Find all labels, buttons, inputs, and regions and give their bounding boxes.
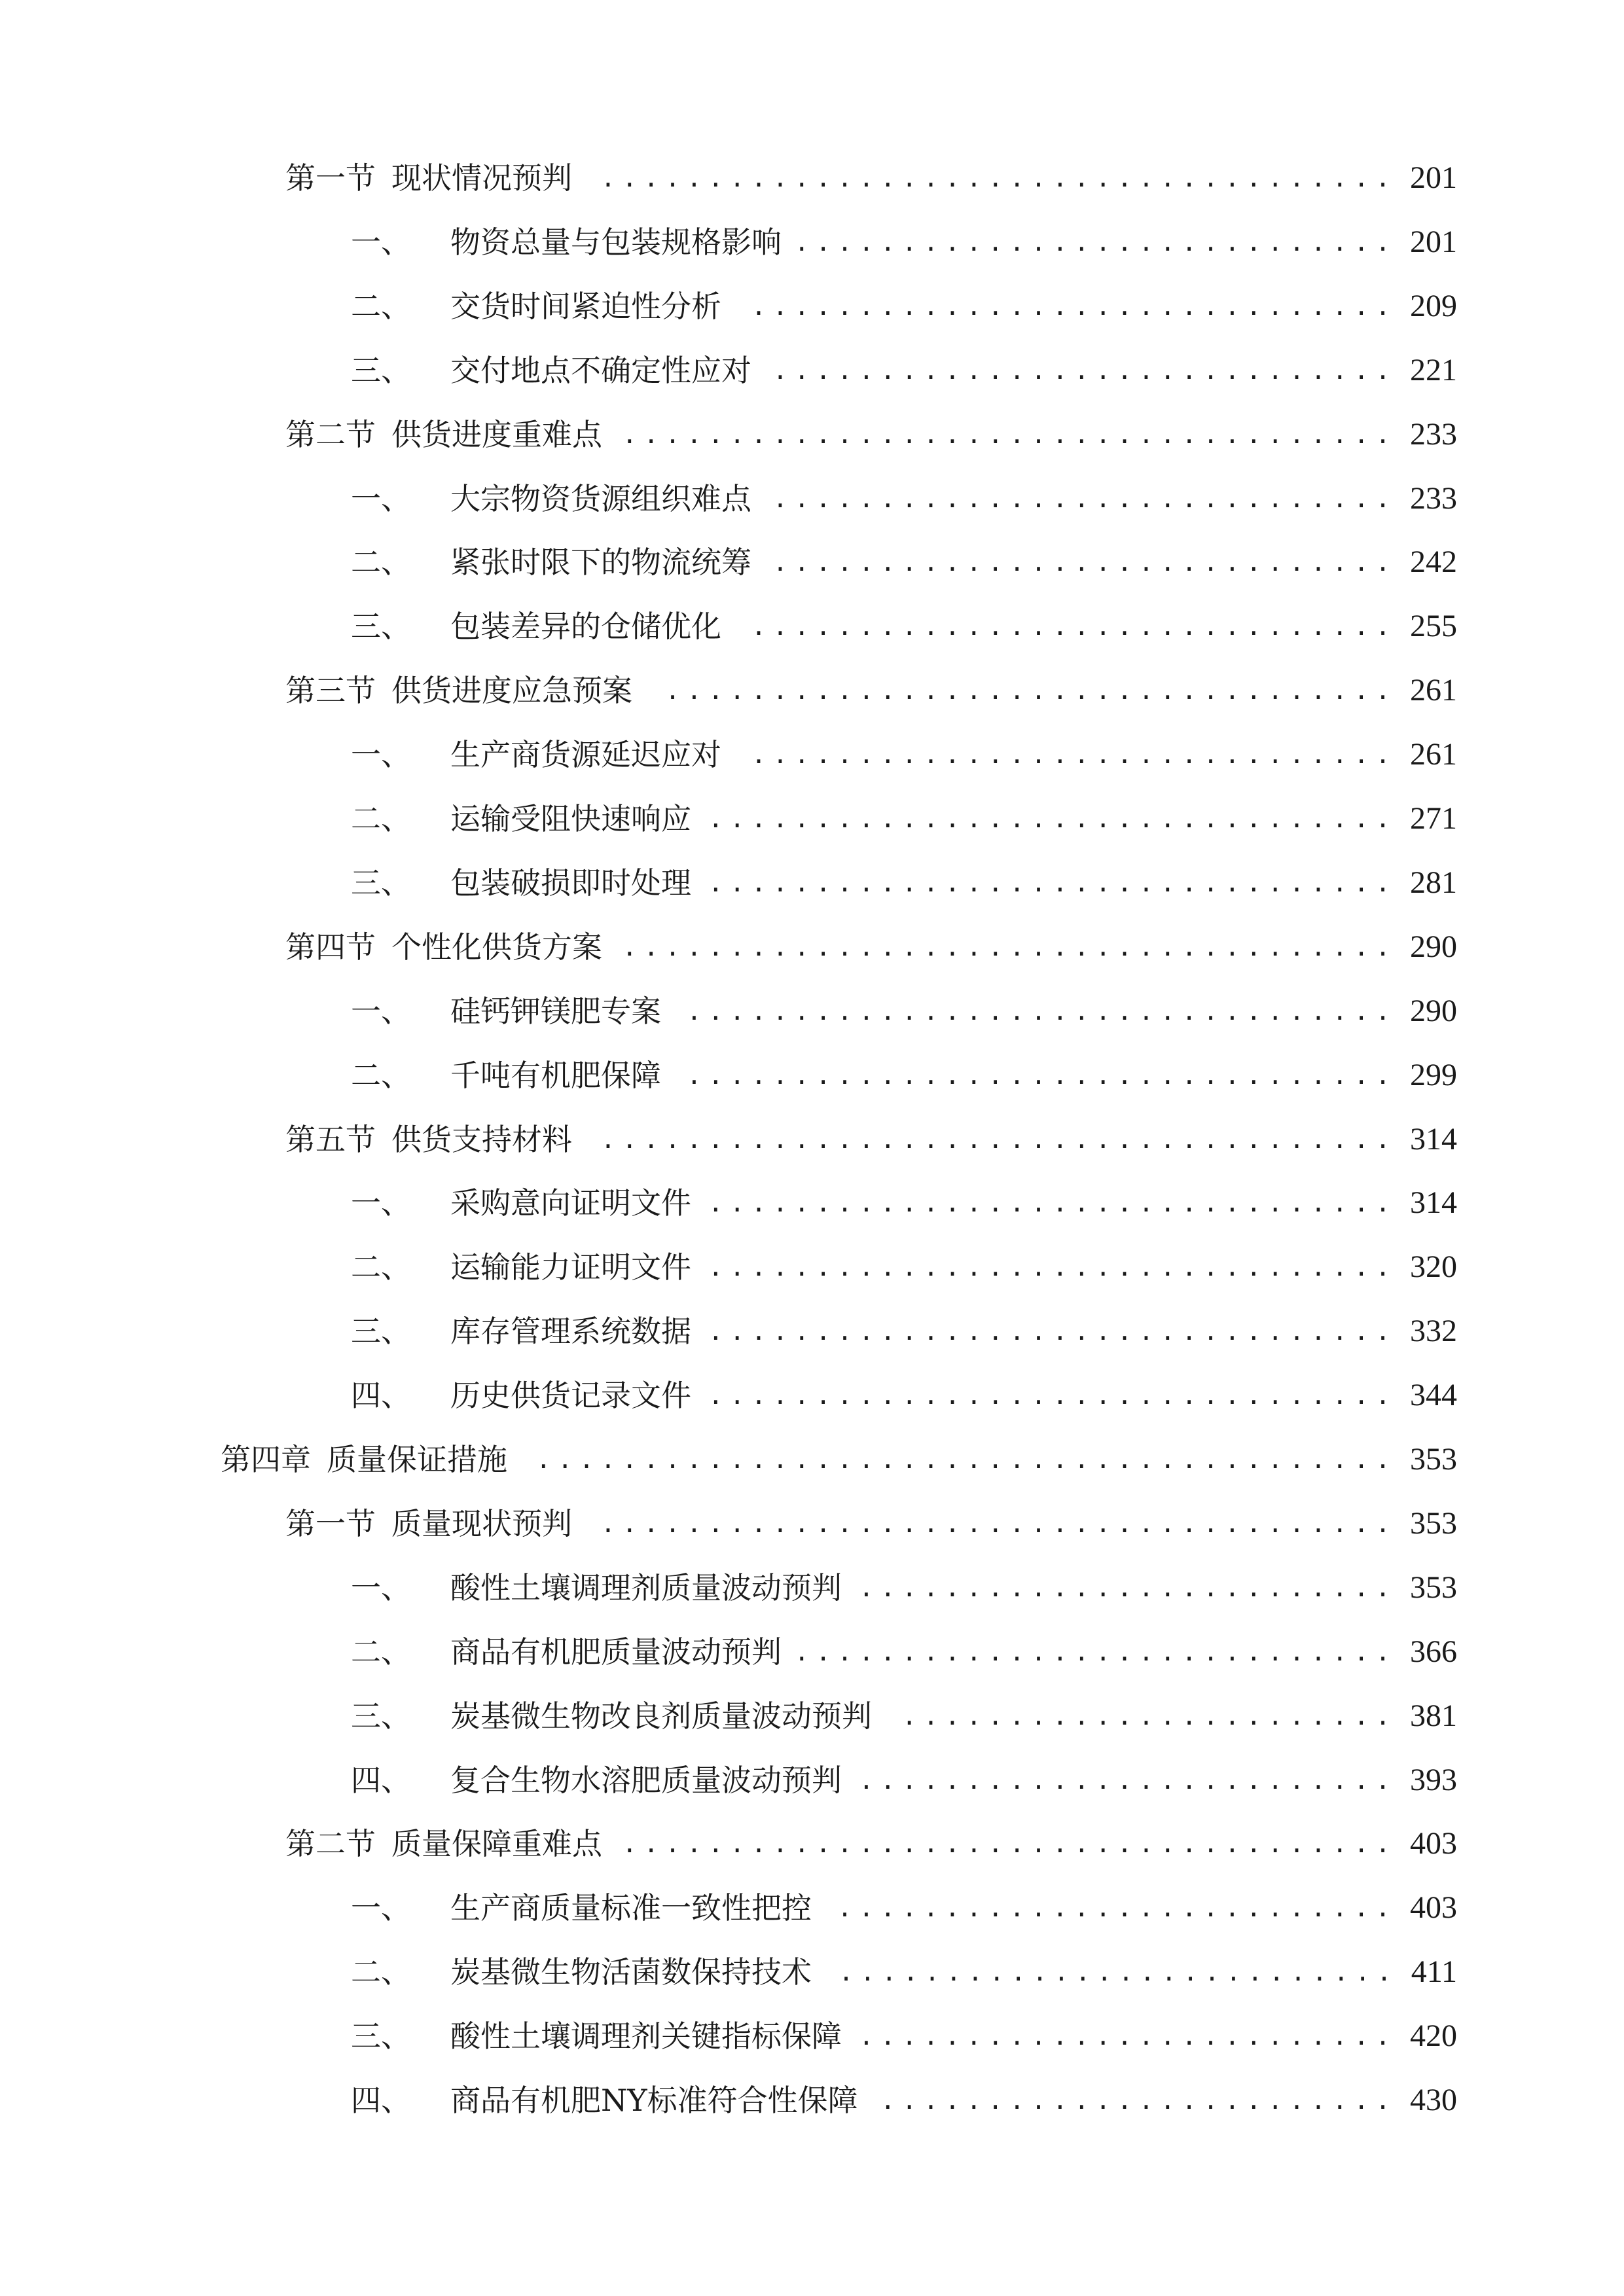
toc-entry[interactable] [0, 671, 1624, 710]
toc-entry-number: 四、 [351, 2083, 411, 2118]
toc-entry-title: 炭基微生物改良剂质量波动预判 [450, 1698, 872, 1734]
toc-entry-title: 商品有机肥质量波动预判 [450, 1634, 782, 1670]
toc-page-number: 261 [1410, 737, 1457, 772]
toc-entry[interactable] [0, 1247, 1624, 1287]
toc-entry[interactable] [0, 1888, 1624, 1928]
toc-dot-leader: ..................................... [600, 1509, 1397, 1538]
toc-page-number: 261 [1410, 673, 1457, 708]
toc-entry[interactable] [0, 1312, 1624, 1351]
toc-entry-title: 生产商货源延迟应对 [450, 737, 721, 772]
toc-entry-title: 供货支持材料 [391, 1122, 572, 1157]
toc-entry[interactable] [0, 158, 1624, 198]
toc-page-number: 221 [1410, 353, 1457, 387]
toc-dot-leader: ......................... [859, 2022, 1397, 2051]
toc-entry-label [351, 223, 782, 262]
toc-dot-leader: ..................................... [600, 164, 1397, 192]
toc-dot-leader: ............................ [794, 228, 1397, 257]
toc-page-number: 209 [1410, 289, 1457, 323]
toc-page-number: 255 [1410, 609, 1457, 643]
toc-entry[interactable] [0, 1120, 1624, 1159]
toc-entry-label [351, 1056, 661, 1095]
toc-entry-number: 第二节 [285, 417, 376, 452]
toc-entry-label [351, 1312, 691, 1351]
toc-entry-title: 千吨有机肥保障 [450, 1058, 661, 1093]
toc-entry-number: 四、 [351, 1378, 411, 1413]
toc-dot-leader: ................................ [708, 869, 1397, 897]
toc-dot-leader: .................................... [622, 1829, 1397, 1858]
toc-entry-number: 二、 [351, 1058, 411, 1093]
toc-page-number: 353 [1410, 1506, 1457, 1541]
toc-entry-number: 二、 [351, 289, 411, 324]
toc-entry[interactable] [0, 1568, 1624, 1607]
toc-page-number: 201 [1410, 160, 1457, 195]
toc-entry[interactable] [0, 351, 1624, 390]
toc-entry-label [351, 479, 751, 518]
toc-dot-leader: ................................ [708, 1317, 1397, 1346]
toc-entry-label [285, 927, 602, 967]
toc-entry-title: 紧张时限下的物流统筹 [450, 545, 751, 580]
toc-entry[interactable] [0, 479, 1624, 518]
toc-entry[interactable] [0, 543, 1624, 582]
toc-page-number: 353 [1410, 1570, 1457, 1605]
toc-entry-number: 第一节 [285, 160, 376, 196]
toc-page-number: 314 [1410, 1185, 1457, 1220]
toc-entry-label [351, 1952, 812, 1992]
toc-entry[interactable] [0, 287, 1624, 326]
toc-dot-leader: ........................................ [535, 1445, 1397, 1474]
toc-entry[interactable] [0, 1376, 1624, 1415]
toc-entry-label [285, 671, 632, 710]
toc-entry-label [351, 863, 691, 903]
toc-page-number: 344 [1410, 1378, 1457, 1412]
toc-entry-title: 现状情况预判 [391, 160, 572, 196]
toc-dot-leader: ................................. [687, 1061, 1397, 1090]
toc-entry-title: 供货进度重难点 [391, 417, 602, 452]
toc-page-number: 281 [1410, 865, 1457, 900]
toc-entry[interactable] [0, 1440, 1624, 1479]
toc-page-number: 411 [1411, 1954, 1457, 1989]
toc-entry-title: 生产商质量标准一致性把控 [450, 1890, 812, 1926]
toc-entry-title: 个性化供货方案 [391, 929, 602, 965]
toc-dot-leader: ............................. [772, 548, 1397, 577]
toc-entry-title: 商品有机肥NY标准符合性保障 [450, 2083, 858, 2118]
toc-entry[interactable] [0, 415, 1624, 454]
toc-entry[interactable] [0, 1824, 1624, 1863]
toc-entry[interactable] [0, 1504, 1624, 1543]
toc-entry-label [285, 1120, 572, 1159]
toc-entry[interactable] [0, 927, 1624, 967]
toc-page-number: 381 [1410, 1698, 1457, 1733]
toc-dot-leader: ......................... [859, 1766, 1397, 1795]
toc-entry-title: 运输受阻快速响应 [450, 801, 691, 836]
toc-dot-leader: ....................... [901, 1702, 1397, 1731]
toc-entry[interactable] [0, 1761, 1624, 1800]
toc-entry-label [351, 2017, 842, 2056]
toc-dot-leader: .............................. [751, 612, 1397, 641]
toc-entry-label [351, 735, 721, 774]
toc-entry-label [351, 992, 661, 1031]
toc-entry-label [351, 1183, 691, 1223]
toc-entry-number: 一、 [351, 224, 411, 260]
toc-entry-title: 质量保障重难点 [391, 1826, 602, 1861]
toc-entry-title: 质量保证措施 [327, 1442, 507, 1477]
toc-entry-label [351, 2081, 858, 2120]
toc-entry[interactable] [0, 735, 1624, 774]
toc-page-number: 403 [1410, 1826, 1457, 1861]
toc-entry[interactable] [0, 992, 1624, 1031]
toc-entry-number: 二、 [351, 545, 411, 580]
toc-dot-leader: ................................. [687, 997, 1397, 1026]
toc-entry[interactable] [0, 1183, 1624, 1223]
toc-entry-label [351, 1376, 691, 1415]
toc-dot-leader: ............................. [772, 484, 1397, 513]
toc-page-number: 366 [1410, 1634, 1457, 1669]
toc-dot-leader: .............................. [751, 292, 1397, 321]
toc-entry[interactable] [0, 863, 1624, 903]
toc-entry-label [351, 287, 721, 326]
toc-entry-number: 一、 [351, 1890, 411, 1926]
toc-entry-title: 包装破损即时处理 [450, 865, 691, 901]
toc-dot-leader: ............................ [794, 1638, 1397, 1666]
toc-entry-title: 交付地点不确定性应对 [450, 353, 751, 388]
toc-entry-title: 物资总量与包装规格影响 [450, 224, 782, 260]
toc-entry-title: 包装差异的仓储优化 [450, 609, 721, 644]
toc-page-number: 242 [1410, 545, 1457, 579]
toc-entry-number: 三、 [351, 353, 411, 388]
toc-entry-number: 二、 [351, 1954, 411, 1990]
toc-entry[interactable] [0, 223, 1624, 262]
toc-page-number: 320 [1410, 1249, 1457, 1284]
toc-entry-number: 第三节 [285, 673, 376, 708]
toc-entry-title: 硅钙钾镁肥专案 [450, 994, 661, 1029]
toc-entry[interactable] [0, 1696, 1624, 1736]
toc-dot-leader: .................................... [622, 420, 1397, 449]
toc-dot-leader: ......................... [859, 1573, 1397, 1602]
toc-entry-number: 一、 [351, 994, 411, 1029]
toc-entry-title: 库存管理系统数据 [450, 1314, 691, 1349]
toc-page-number: 201 [1410, 224, 1457, 259]
toc-entry-title: 炭基微生物活菌数保持技术 [450, 1954, 812, 1990]
toc-dot-leader: .................................. [665, 676, 1397, 705]
toc-entry[interactable] [0, 1056, 1624, 1095]
toc-entry-label [285, 1504, 572, 1543]
toc-entry-number: 三、 [351, 2018, 411, 2054]
toc-entry-label [285, 1824, 602, 1863]
toc-entry-label [221, 1440, 507, 1479]
toc-entry-label [351, 1888, 812, 1928]
toc-entry-label [351, 1632, 782, 1672]
toc-entry-label [351, 799, 691, 838]
toc-dot-leader: .............................. [751, 740, 1397, 769]
toc-entry-number: 三、 [351, 609, 411, 644]
toc-dot-leader: .................................... [622, 933, 1397, 961]
toc-entry-title: 供货进度应急预案 [391, 673, 632, 708]
toc-entry-title: 复合生物水溶肥质量波动预判 [450, 1763, 842, 1798]
toc-entry-number: 一、 [351, 481, 411, 516]
toc-page-number: 233 [1410, 481, 1457, 516]
toc-page-number: 233 [1410, 417, 1457, 452]
toc-entry-number: 二、 [351, 801, 411, 836]
toc-entry[interactable] [0, 2017, 1624, 2056]
toc-page-number: 403 [1410, 1890, 1457, 1925]
toc-entry-number: 第五节 [285, 1122, 376, 1157]
toc-entry-number: 三、 [351, 865, 411, 901]
toc-page-number: 299 [1410, 1058, 1457, 1092]
toc-page-number: 314 [1410, 1122, 1457, 1157]
toc-entry-label [351, 1696, 872, 1736]
toc-entry-title: 采购意向证明文件 [450, 1185, 691, 1221]
toc-entry-number: 第一节 [285, 1506, 376, 1541]
toc-entry-label [285, 415, 602, 454]
toc-entry-label [351, 543, 751, 582]
toc-entry-label [351, 1568, 842, 1607]
toc-entry-title: 交货时间紧迫性分析 [450, 289, 721, 324]
toc-entry-title: 质量现状预判 [391, 1506, 572, 1541]
toc-entry-number: 二、 [351, 1249, 411, 1285]
toc-entry-label [351, 1247, 691, 1287]
toc-dot-leader: ................................ [708, 1253, 1397, 1282]
toc-entry-number: 二、 [351, 1634, 411, 1670]
toc-dot-leader: ............................. [772, 356, 1397, 385]
toc-entry-number: 第四章 [221, 1442, 311, 1477]
toc-page-number: 290 [1410, 929, 1457, 964]
toc-entry-label [351, 1761, 842, 1800]
toc-page-number: 393 [1410, 1763, 1457, 1797]
toc-entry[interactable] [0, 1632, 1624, 1672]
toc-entry-label [285, 158, 572, 198]
toc-page-number: 353 [1410, 1442, 1457, 1477]
toc-entry-title: 酸性土壤调理剂质量波动预判 [450, 1570, 842, 1605]
toc-entry[interactable] [0, 2081, 1624, 2120]
toc-page-number: 420 [1410, 2018, 1457, 2053]
toc-entry-title: 大宗物资货源组织难点 [450, 481, 751, 516]
toc-entry-label [351, 351, 751, 390]
toc-entry[interactable] [0, 799, 1624, 838]
toc-entry-number: 一、 [351, 1185, 411, 1221]
toc-entry-label [351, 607, 721, 646]
toc-dot-leader: ................................ [708, 804, 1397, 833]
toc-entry-number: 三、 [351, 1698, 411, 1734]
toc-entry-number: 三、 [351, 1314, 411, 1349]
toc-page-number: 271 [1410, 801, 1457, 836]
toc-dot-leader: .......................... [837, 1893, 1397, 1922]
toc-dot-leader: .......................... [839, 1958, 1398, 1986]
toc-entry[interactable] [0, 607, 1624, 646]
toc-page-number: 332 [1410, 1314, 1457, 1348]
toc-entry-number: 一、 [351, 737, 411, 772]
toc-dot-leader: ........................ [880, 2086, 1397, 2115]
toc-entry-number: 一、 [351, 1570, 411, 1605]
toc-entry-number: 四、 [351, 1763, 411, 1798]
toc-dot-leader: ..................................... [600, 1125, 1397, 1154]
toc-dot-leader: ................................ [708, 1189, 1397, 1217]
toc-entry-title: 运输能力证明文件 [450, 1249, 691, 1285]
toc-page-number: 430 [1410, 2083, 1457, 2117]
toc-entry[interactable] [0, 1952, 1624, 1992]
toc-entry-number: 第二节 [285, 1826, 376, 1861]
toc-entry-title: 酸性土壤调理剂关键指标保障 [450, 2018, 842, 2054]
toc-entry-number: 第四节 [285, 929, 376, 965]
toc-entry-title: 历史供货记录文件 [450, 1378, 691, 1413]
toc-page-number: 290 [1410, 994, 1457, 1028]
toc-dot-leader: ................................ [708, 1381, 1397, 1410]
